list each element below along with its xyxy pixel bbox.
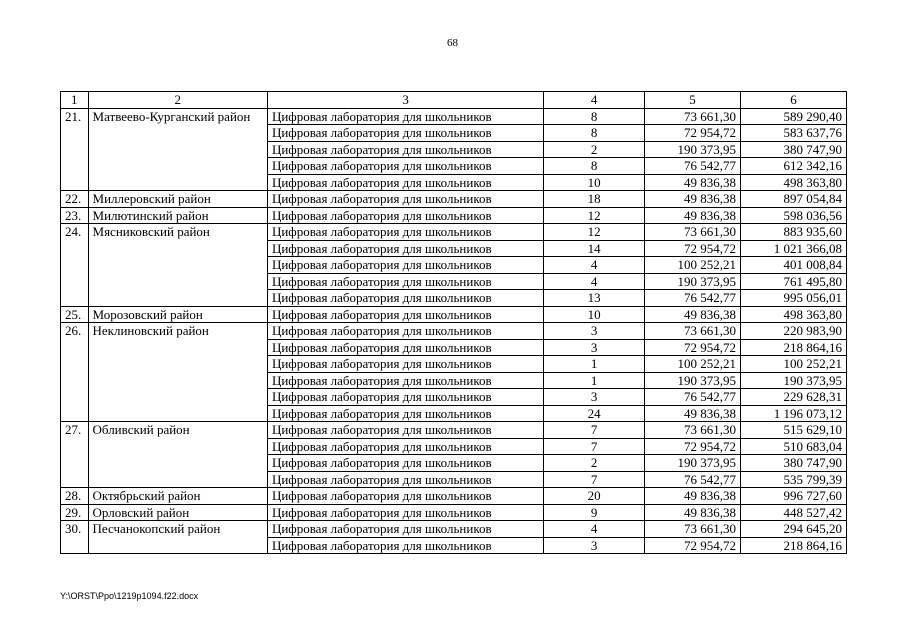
row-number-cell: 22. [61, 191, 89, 208]
product-cell: Цифровая лаборатория для школьников [267, 257, 543, 274]
table-row [61, 504, 847, 521]
total-cell: 498 363,80 [740, 306, 846, 323]
district-name-cell: Матвеево-Курганский район [88, 108, 267, 191]
quantity-cell: 3 [544, 389, 645, 406]
column-header: 3 [267, 92, 543, 109]
district-name-cell: Мясниковский район [88, 224, 267, 307]
table-row [61, 323, 847, 340]
total-cell: 190 373,95 [740, 372, 846, 389]
table-row [61, 224, 847, 241]
unit-price-cell: 49 836,38 [645, 174, 741, 191]
quantity-cell: 1 [544, 356, 645, 373]
table-row [61, 488, 847, 505]
product-cell: Цифровая лаборатория для школьников [267, 224, 543, 241]
quantity-cell: 18 [544, 191, 645, 208]
row-number-cell: 21. [61, 108, 89, 191]
district-name-cell: Обливский район [88, 422, 267, 488]
quantity-cell: 12 [544, 224, 645, 241]
product-cell: Цифровая лаборатория для школьников [267, 207, 543, 224]
unit-price-cell: 100 252,21 [645, 356, 741, 373]
quantity-cell: 13 [544, 290, 645, 307]
column-header: 4 [544, 92, 645, 109]
quantity-cell: 3 [544, 537, 645, 554]
table-row [61, 306, 847, 323]
unit-price-cell: 72 954,72 [645, 125, 741, 142]
unit-price-cell: 72 954,72 [645, 537, 741, 554]
row-number-cell: 27. [61, 422, 89, 488]
unit-price-cell: 49 836,38 [645, 191, 741, 208]
total-cell: 510 683,04 [740, 438, 846, 455]
quantity-cell: 3 [544, 323, 645, 340]
unit-price-cell: 190 373,95 [645, 141, 741, 158]
unit-price-cell: 73 661,30 [645, 224, 741, 241]
district-name-cell: Песчанокопский район [88, 521, 267, 554]
unit-price-cell: 76 542,77 [645, 290, 741, 307]
total-cell: 612 342,16 [740, 158, 846, 175]
column-header: 5 [645, 92, 741, 109]
quantity-cell: 10 [544, 174, 645, 191]
product-cell: Цифровая лаборатория для школьников [267, 504, 543, 521]
quantity-cell: 4 [544, 257, 645, 274]
product-cell: Цифровая лаборатория для школьников [267, 191, 543, 208]
quantity-cell: 8 [544, 158, 645, 175]
total-cell: 401 008,84 [740, 257, 846, 274]
product-cell: Цифровая лаборатория для школьников [267, 422, 543, 439]
unit-price-cell: 190 373,95 [645, 455, 741, 472]
unit-price-cell: 73 661,30 [645, 323, 741, 340]
quantity-cell: 4 [544, 521, 645, 538]
quantity-cell: 7 [544, 471, 645, 488]
total-cell: 515 629,10 [740, 422, 846, 439]
total-cell: 380 747,90 [740, 141, 846, 158]
total-cell: 583 637,76 [740, 125, 846, 142]
total-cell: 294 645,20 [740, 521, 846, 538]
district-name-cell: Милютинский район [88, 207, 267, 224]
product-cell: Цифровая лаборатория для школьников [267, 405, 543, 422]
quantity-cell: 8 [544, 125, 645, 142]
total-cell: 535 799,39 [740, 471, 846, 488]
total-cell: 883 935,60 [740, 224, 846, 241]
product-cell: Цифровая лаборатория для школьников [267, 389, 543, 406]
quantity-cell: 10 [544, 306, 645, 323]
unit-price-cell: 49 836,38 [645, 207, 741, 224]
quantity-cell: 9 [544, 504, 645, 521]
district-name-cell: Октябрьский район [88, 488, 267, 505]
quantity-cell: 4 [544, 273, 645, 290]
table-row [61, 108, 847, 125]
quantity-cell: 7 [544, 438, 645, 455]
total-cell: 218 864,16 [740, 537, 846, 554]
row-number-cell: 24. [61, 224, 89, 307]
unit-price-cell: 72 954,72 [645, 339, 741, 356]
column-header: 1 [61, 92, 89, 109]
unit-price-cell: 73 661,30 [645, 521, 741, 538]
total-cell: 897 054,84 [740, 191, 846, 208]
product-cell: Цифровая лаборатория для школьников [267, 273, 543, 290]
total-cell: 598 036,56 [740, 207, 846, 224]
unit-price-cell: 100 252,21 [645, 257, 741, 274]
column-header: 2 [88, 92, 267, 109]
unit-price-cell: 72 954,72 [645, 438, 741, 455]
total-cell: 498 363,80 [740, 174, 846, 191]
district-name-cell: Морозовский район [88, 306, 267, 323]
product-cell: Цифровая лаборатория для школьников [267, 521, 543, 538]
unit-price-cell: 190 373,95 [645, 273, 741, 290]
unit-price-cell: 73 661,30 [645, 422, 741, 439]
total-cell: 218 864,16 [740, 339, 846, 356]
unit-price-cell: 49 836,38 [645, 306, 741, 323]
page-number: 68 [447, 37, 458, 49]
total-cell: 995 056,01 [740, 290, 846, 307]
unit-price-cell: 72 954,72 [645, 240, 741, 257]
quantity-cell: 8 [544, 108, 645, 125]
table-row [61, 191, 847, 208]
product-cell: Цифровая лаборатория для школьников [267, 125, 543, 142]
district-name-cell: Миллеровский район [88, 191, 267, 208]
product-cell: Цифровая лаборатория для школьников [267, 455, 543, 472]
total-cell: 589 290,40 [740, 108, 846, 125]
product-cell: Цифровая лаборатория для школьников [267, 240, 543, 257]
total-cell: 1 021 366,08 [740, 240, 846, 257]
product-cell: Цифровая лаборатория для школьников [267, 339, 543, 356]
product-cell: Цифровая лаборатория для школьников [267, 438, 543, 455]
total-cell: 100 252,21 [740, 356, 846, 373]
row-number-cell: 25. [61, 306, 89, 323]
total-cell: 380 747,90 [740, 455, 846, 472]
table-row [61, 207, 847, 224]
table-row [61, 422, 847, 439]
quantity-cell: 14 [544, 240, 645, 257]
total-cell: 1 196 073,12 [740, 405, 846, 422]
table-row [61, 521, 847, 538]
product-cell: Цифровая лаборатория для школьников [267, 306, 543, 323]
product-cell: Цифровая лаборатория для школьников [267, 488, 543, 505]
product-cell: Цифровая лаборатория для школьников [267, 141, 543, 158]
quantity-cell: 2 [544, 455, 645, 472]
unit-price-cell: 76 542,77 [645, 389, 741, 406]
product-cell: Цифровая лаборатория для школьников [267, 537, 543, 554]
row-number-cell: 30. [61, 521, 89, 554]
quantity-cell: 7 [544, 422, 645, 439]
row-number-cell: 28. [61, 488, 89, 505]
quantity-cell: 1 [544, 372, 645, 389]
unit-price-cell: 49 836,38 [645, 405, 741, 422]
quantity-cell: 24 [544, 405, 645, 422]
row-number-cell: 23. [61, 207, 89, 224]
product-cell: Цифровая лаборатория для школьников [267, 356, 543, 373]
product-cell: Цифровая лаборатория для школьников [267, 108, 543, 125]
product-cell: Цифровая лаборатория для школьников [267, 158, 543, 175]
district-name-cell: Неклиновский район [88, 323, 267, 422]
quantity-cell: 2 [544, 141, 645, 158]
product-cell: Цифровая лаборатория для школьников [267, 290, 543, 307]
quantity-cell: 20 [544, 488, 645, 505]
total-cell: 229 628,31 [740, 389, 846, 406]
column-header: 6 [740, 92, 846, 109]
product-cell: Цифровая лаборатория для школьников [267, 471, 543, 488]
total-cell: 996 727,60 [740, 488, 846, 505]
product-cell: Цифровая лаборатория для школьников [267, 174, 543, 191]
unit-price-cell: 73 661,30 [645, 108, 741, 125]
table-header-row [61, 92, 847, 109]
file-path-footer: Y:\ORST\Ppo\1219p1094.f22.docx [60, 591, 199, 601]
row-number-cell: 26. [61, 323, 89, 422]
product-cell: Цифровая лаборатория для школьников [267, 323, 543, 340]
row-number-cell: 29. [61, 504, 89, 521]
unit-price-cell: 76 542,77 [645, 158, 741, 175]
unit-price-cell: 76 542,77 [645, 471, 741, 488]
total-cell: 761 495,80 [740, 273, 846, 290]
unit-price-cell: 49 836,38 [645, 488, 741, 505]
district-name-cell: Орловский район [88, 504, 267, 521]
product-cell: Цифровая лаборатория для школьников [267, 372, 543, 389]
total-cell: 448 527,42 [740, 504, 846, 521]
quantity-cell: 12 [544, 207, 645, 224]
data-table [60, 91, 847, 554]
unit-price-cell: 49 836,38 [645, 504, 741, 521]
unit-price-cell: 190 373,95 [645, 372, 741, 389]
total-cell: 220 983,90 [740, 323, 846, 340]
table-body [61, 108, 847, 554]
quantity-cell: 3 [544, 339, 645, 356]
